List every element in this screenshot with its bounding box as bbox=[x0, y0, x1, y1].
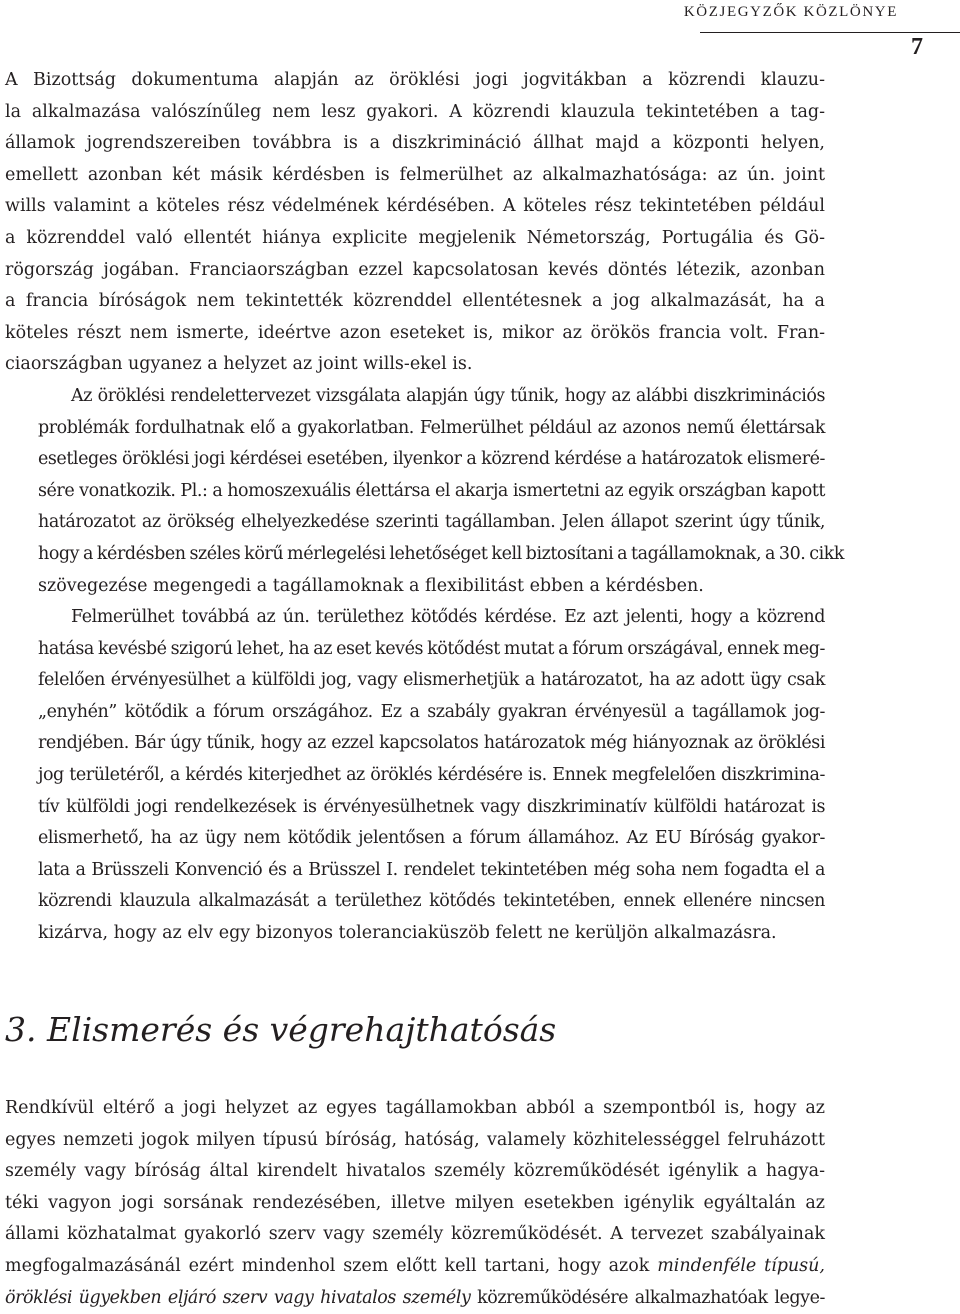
text-run: megfogalmazásánál ezért mindenhol szem előtt kell tartani, hogy azok bbox=[5, 1255, 658, 1276]
text-line bbox=[5, 1283, 825, 1314]
paragraph bbox=[5, 602, 825, 950]
text-line: Felmerülhet továbbá az ún. területhez kötődés kérdése. Ez azt jelenti, hogy a közrend bbox=[71, 607, 825, 628]
text-line: államok jogrendszereiben továbbra is a diszkrimináció állhat majd a központi helyen, bbox=[5, 133, 825, 154]
header-rule bbox=[700, 32, 960, 33]
text-line: jog területéről, a kérdés kiterjedhet az öröklés kérdésére is. Ennek megfelelően diszkrimina- bbox=[38, 765, 825, 786]
text-line: a közrenddel való ellentét hiánya explicite megjelenik Németország, Portugália és Gö- bbox=[5, 227, 825, 248]
text-line: felelően érvényesülhet a külföldi jog, vagy elismerhetjük a határozatot, ha az adott ügy csak bbox=[38, 670, 825, 691]
text-line: személy vagy bíróság által kirendelt hivatalos személy közreműködését igénylik a hagya- bbox=[5, 1161, 825, 1182]
page-number: 7 bbox=[911, 34, 923, 60]
text-line: Rendkívül eltérő a jogi helyzet az egyes tagállamokban abból a szempontból is, hogy az bbox=[5, 1098, 825, 1118]
text-line: sére vonatkozik. Pl.: a homoszexuális élettársa el akarja ismertetni az egyik országban kapott bbox=[38, 480, 825, 501]
text-line: tív külföldi jogi rendelkezések is érvényesülhetnek vagy diszkriminatív külföldi határozat is bbox=[38, 796, 825, 817]
text-line: lata a Brüsszeli Konvenció és a Brüsszel I. rendelet tekintetében még soha nem fogadta el a bbox=[38, 859, 825, 880]
text-line bbox=[5, 1251, 825, 1283]
paragraph bbox=[5, 65, 825, 381]
text-line: „enyhén” kötődik a fórum országához. Ez a szabály gyakran érvényesül a tagállamok jog- bbox=[38, 701, 825, 722]
text-line: közrendi klauzula alkalmazását a területhez kötődés tekintetében, ennek ellenére nincsen bbox=[38, 891, 825, 912]
text-line: határozatot az örökség elhelyezkedése szerinti tagállamban. Jelen állapot szerint úgy tűnik, bbox=[38, 512, 825, 533]
text-line: emellett azonban két másik kérdésben is felmerülhet az alkalmazhatósága: az ún. joint bbox=[5, 164, 825, 185]
text-line: problémák fordulhatnak elő a gyakorlatban. Felmerülhet például az azonos nemű élettársak bbox=[38, 417, 825, 438]
text-line: a francia bíróságok nem tekintették közrenddel ellentétesnek a jog alkalmazását, ha a bbox=[5, 291, 825, 312]
paragraph bbox=[5, 1093, 825, 1314]
text-line: ciaországban ugyanez a helyzet az joint wills-ekel is. bbox=[5, 354, 473, 375]
body-text-section bbox=[5, 65, 845, 950]
text-line: esetleges öröklési jogi kérdései esetében, ilyenkor a közrend kérdése a határozatok elismeré- bbox=[38, 449, 825, 470]
text-line: A Bizottság dokumentuma alapján az öröklési jogi jogvitákban a közrendi klauzu- bbox=[5, 70, 825, 90]
text-line: köteles részt nem ismerte, ideértve azon eseteket is, mikor az örökös francia volt. Fran- bbox=[5, 322, 825, 343]
text-line: állami közhatalmat gyakorló szerv vagy személy közreműködését. A tervezet szabályainak bbox=[5, 1224, 825, 1245]
text-line: hatása kevésbé szigorú lehet, ha az eset kevés kötődést mutat a fórum országával, ennek meg- bbox=[38, 638, 825, 659]
italic-text: mindenféle típusú, bbox=[657, 1255, 825, 1276]
text-line: wills valamint a köteles rész védelmének kérdésében. A köteles rész tekintetében például bbox=[5, 196, 825, 217]
text-line: rögország jogában. Franciaországban ezzel kapcsolatosan kevés döntés létezik, azonban bbox=[5, 259, 825, 280]
section-heading: 3. Elismerés és végrehajthatósás bbox=[5, 1010, 557, 1049]
text-line: hogy a kérdésben széles körű mérlegelési lehetőséget kell biztosítani a tagállamoknak, a 30. cikk bbox=[38, 543, 845, 564]
text-line: szövegezése megengedi a tagállamoknak a flexibilitást ebben a kérdésben. bbox=[38, 575, 704, 596]
paragraph bbox=[5, 381, 845, 602]
text-line: kizárva, hogy az elv egy bizonyos toleranciaküszöb felett ne kerüljön alkalmazásra. bbox=[38, 923, 777, 944]
text-line: téki vagyon jogi sorsának rendezésében, illetve milyen esetekben igénylik egyáltalán az bbox=[5, 1192, 825, 1213]
text-run: közreműködésére alkalmazhatóak legye- bbox=[470, 1287, 825, 1308]
section-3-body bbox=[5, 1093, 825, 1314]
text-line: elismerhető, ha az ügy nem kötődik jelentősen a fórum államához. Az EU Bíróság gyakor- bbox=[38, 828, 825, 849]
text-line: rendjében. Bár úgy tűnik, hogy az ezzel kapcsolatos határozatok még hiányoznak az öröklési bbox=[38, 733, 825, 754]
text-line: egyes nemzeti jogok milyen típusú bíróság, hatóság, valamely közhitelességgel felruházott bbox=[5, 1129, 825, 1150]
text-line: la alkalmazása valószínűleg nem lesz gyakori. A közrendi klauzula tekintetében a tag- bbox=[5, 101, 825, 122]
text-line: Az öröklési rendelettervezet vizsgálata alapján úgy tűnik, hogy az alábbi diszkriminációs bbox=[71, 385, 825, 406]
italic-text: öröklési ügyekben eljáró szerv vagy hivatalos személy bbox=[5, 1287, 471, 1308]
running-title: KÖZJEGYZŐK KÖZLÖNYE bbox=[683, 4, 898, 20]
